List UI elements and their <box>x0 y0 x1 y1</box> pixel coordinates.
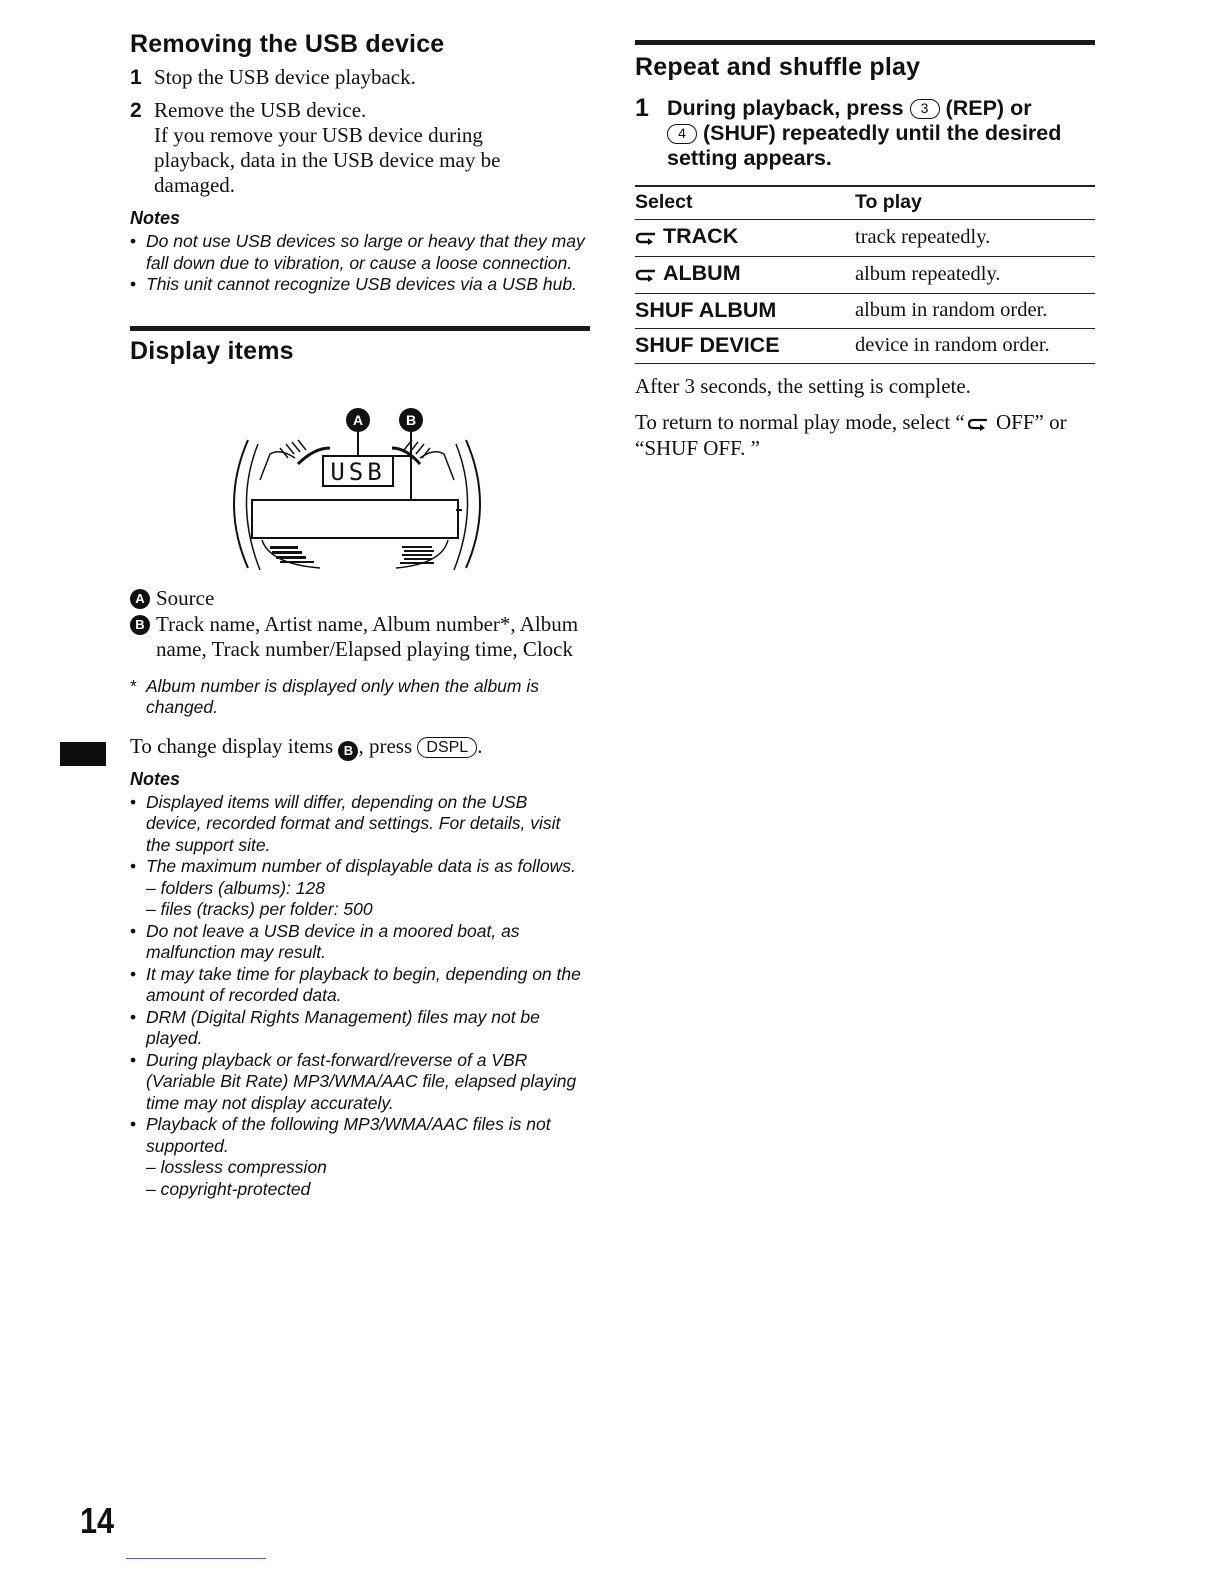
note-item: • DRM (Digital Rights Management) files may not be played. <box>130 1006 540 1048</box>
removing-usb-heading: Removing the USB device <box>130 30 445 58</box>
table-row: SHUF DEVICE device in random order. <box>635 329 1095 364</box>
note-item: • Do not leave a USB device in a moored boat, as malfunction may result. <box>130 920 520 962</box>
right-column <box>635 40 1095 460</box>
step-number: 2 <box>130 99 142 122</box>
note-item: • It may take time for playback to begin, depending on the amount of recorded data. <box>130 963 581 1005</box>
display-items-heading: Display items <box>130 336 294 365</box>
note-item: • Playback of the following MP3/WMA/AAC files is not supported. – lossless compression – copyright-protected <box>130 1114 551 1199</box>
note-item: • The maximum number of displayable data is as follows. – folders (albums): 128 – files (tracks) per folder: 500 <box>130 856 576 919</box>
badge-a: A <box>130 589 150 609</box>
table-row: ALBUM album repeatedly. <box>635 257 1095 294</box>
repeat-icon <box>635 226 657 251</box>
change-display-instruction: To change display items B , press DSPL . <box>130 733 590 761</box>
note-item: • Do not use USB devices so large or heavy that they may fall down due to vibration, or cause a loose connection. <box>130 231 585 273</box>
step-2 <box>130 98 590 198</box>
section-divider <box>130 326 590 331</box>
badge-b: B <box>130 615 150 635</box>
step-text: Stop the USB device playback. <box>154 65 416 89</box>
notes-heading: Notes <box>130 768 181 789</box>
step-1 <box>130 65 590 90</box>
section-divider <box>635 40 1095 45</box>
column-header-select: Select <box>635 186 855 220</box>
section-tab-marker <box>60 742 106 766</box>
display-legend <box>130 586 590 662</box>
left-column <box>130 30 590 1200</box>
step-number: 1 <box>130 66 142 89</box>
legend-text: Track name, Artist name, Album number*, Album name, Track number/Elapsed playing time, Clock <box>156 611 579 661</box>
usb-notes-list <box>130 231 590 296</box>
column-header-to-play: To play <box>855 186 1095 220</box>
note-item: • Displayed items will differ, depending on the USB device, recorded format and settings. For details, visit the support site. <box>130 791 561 855</box>
display-notes-list <box>130 792 585 1201</box>
table-row: TRACK track repeatedly. <box>635 220 1095 257</box>
repeat-icon <box>635 263 657 288</box>
footnote-text: Album number is displayed only when the album is changed. <box>146 675 539 717</box>
repeat-step-1: 1 During playback, press 3 (REP) or 4 (SHUF) repeatedly until the desired setting appears. <box>635 94 1062 170</box>
repeat-icon <box>967 412 989 436</box>
after-text: After 3 seconds, the setting is complete. <box>635 374 971 398</box>
page-number: 14 <box>80 1500 115 1541</box>
lcd-source-text: USB <box>330 457 386 486</box>
album-footnote <box>130 676 590 719</box>
table-header-row <box>635 186 1095 220</box>
footer-line <box>126 1558 266 1559</box>
table-row: SHUF ALBUM album in random order. <box>635 294 1095 329</box>
step-detail: If you remove your USB device during playback, data in the USB device may be damaged. <box>154 123 501 197</box>
repeat-options-table <box>635 185 1095 364</box>
callout-b <box>399 408 423 432</box>
note-item: • During playback or fast-forward/reverse of a VBR (Variable Bit Rate) MP3/WMA/AAC file, elapsed playing time may not display accurately. <box>130 1049 577 1113</box>
badge-b: B <box>338 741 358 761</box>
callout-a <box>346 408 370 432</box>
svg-text:B: B <box>405 411 417 428</box>
note-item: • This unit cannot recognize USB devices via a USB hub. <box>130 274 577 294</box>
legend-text: Source <box>156 585 215 610</box>
lcd-illustration <box>130 392 590 572</box>
key-3: 3 <box>910 99 940 119</box>
return-instruction: To return to normal play mode, select “ OFF” or “SHUF OFF. ” <box>635 410 1067 460</box>
repeat-shuffle-heading: Repeat and shuffle play <box>635 53 921 81</box>
legend-item-b <box>130 612 590 662</box>
step-text: Remove the USB device. <box>154 98 367 122</box>
dspl-key: DSPL <box>417 737 477 758</box>
footnote-mark: * <box>130 675 137 696</box>
svg-text:A: A <box>352 411 364 428</box>
legend-item-a <box>130 586 590 611</box>
step-number: 1 <box>635 94 649 122</box>
key-4: 4 <box>667 124 697 144</box>
display-diagram <box>130 392 590 572</box>
notes-heading: Notes <box>130 208 181 228</box>
